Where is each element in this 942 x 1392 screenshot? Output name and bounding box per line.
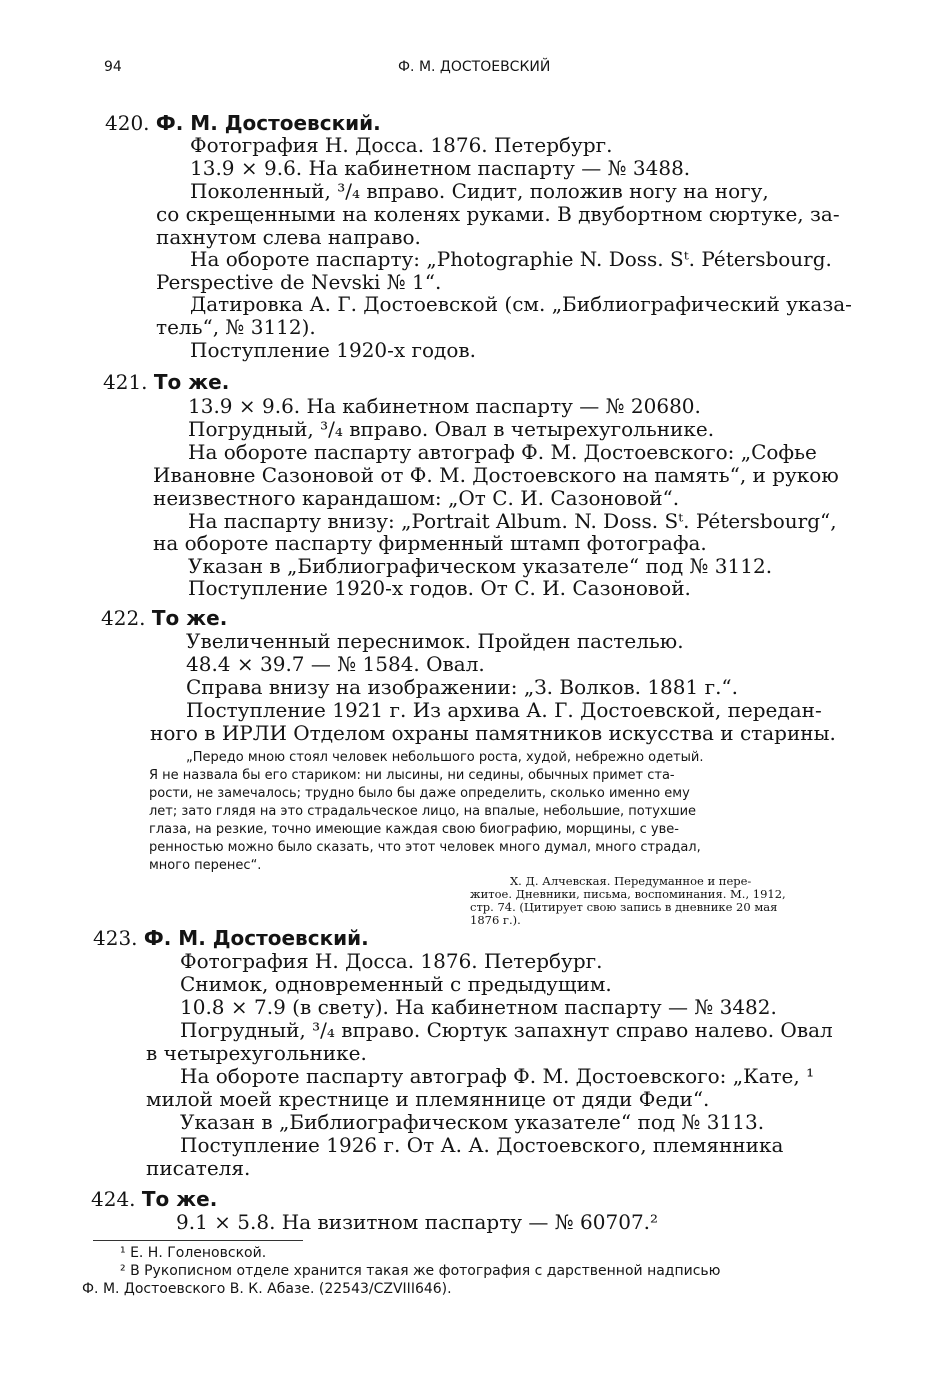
entry-text-line: писателя. [146,1156,251,1180]
entry-421-heading [103,370,229,394]
entry-text-line: ного в ИРЛИ Отделом охраны памятников искусства и старины. [150,721,836,745]
entry-text-line: Perspective de Nevski № 1“. [156,270,442,294]
entry-text-line: Ивановне Сазоновой от Ф. М. Достоевского на память“, и рукою [153,463,839,487]
entry-text-line: на обороте паспарту фирменный штамп фотографа. [153,531,707,555]
entry-text-line: 9.1 × 5.8. На визитном паспарту — № 60707.² [176,1210,659,1234]
entry-423-heading [93,926,369,950]
entry-text-line: На обороте паспарту: „Photographie N. Doss. Sᵗ. Pétersbourg. [190,247,832,271]
quote-source-line: стр. 74. (Цитирует свою запись в дневнике 20 мая [470,900,778,914]
entry-424-heading [91,1187,217,1211]
entry-text-line: 13.9 × 9.6. На кабинетном паспарту — № 3488. [190,156,691,180]
entry-text-line: со скрещенными на коленях руками. В двубортном сюртуке, за- [156,202,840,226]
entry-text-line: неизвестного карандашом: „От С. И. Сазоновой“. [153,486,680,510]
footnote-line: ¹ Е. Н. Голеновской. [120,1245,267,1261]
entry-text-line: Фотография Н. Досса. 1876. Петербург. [190,133,613,157]
entry-text-line: Снимок, одновременный с предыдущим. [180,972,612,996]
entry-number: 420. [105,111,150,135]
entry-text-line: Поступление 1921 г. Из архива А. Г. Достоевской, передан- [186,698,822,722]
entry-text-line: Поступление 1920-х годов. От С. И. Сазоновой. [188,576,691,600]
entry-422-heading [101,606,227,630]
entry-title: То же. [141,1187,218,1211]
quote-source-line: 1876 г.). [470,913,521,927]
entry-text-line: Увеличенный переснимок. Пройден пастелью. [186,629,684,653]
quote-source-line: Х. Д. Алчевская. Передуманное и пере- [510,874,752,888]
entry-text-line: милой моей крестнице и племяннице от дяди Феди“. [146,1087,710,1111]
entry-title: Ф. М. Достоевский. [143,926,369,950]
entry-text-line: На паспарту внизу: „Portrait Album. N. Doss. Sᵗ. Pétersbourg“, [188,509,837,533]
entry-text-line: Указан в „Библиографическом указателе“ под № 3112. [188,554,773,578]
entry-text-line: 13.9 × 9.6. На кабинетном паспарту — № 20680. [188,394,701,418]
entry-text-line: Справа внизу на изображении: „З. Волков. 1881 г.“. [186,675,739,699]
entry-text-line: Погрудный, ³/₄ вправо. Овал в четырехугольнике. [188,417,715,441]
entry-text-line: 10.8 × 7.9 (в свету). На кабинетном паспарту — № 3482. [180,995,777,1019]
entry-title: То же. [153,370,230,394]
entry-text-line: 48.4 × 39.7 — № 1584. Овал. [186,652,485,676]
entry-number: 421. [103,370,148,394]
quote-line: глаза, на резкие, точно имеющие каждая свою биографию, морщины, с уве- [149,822,679,837]
entry-text-line: Погрудный, ³/₄ вправо. Сюртук запахнут справо налево. Овал [180,1018,833,1042]
entry-text-line: Поколенный, ³/₄ вправо. Сидит, положив ногу на ногу, [190,179,769,203]
entry-text-line: Датировка А. Г. Достоевской (см. „Библиографический указа- [190,292,852,316]
entry-title: Ф. М. Достоевский. [155,111,381,135]
entry-number: 422. [101,606,146,630]
entry-text-line: пахнутом слева направо. [156,225,421,249]
entry-text-line: Указан в „Библиографическом указателе“ под № 3113. [180,1110,765,1134]
quote-line: много перенес“. [149,858,262,873]
quote-source-line: житое. Дневники, письма, воспоминания. М., 1912, [470,887,786,901]
page-number: 94 [104,59,122,75]
entry-text-line: тель“, № 3112). [156,315,316,339]
quote-line: „Передо мною стоял человек небольшого роста, худой, небрежно одетый. [186,750,704,765]
footnote-line: Ф. М. Достоевского В. К. Абазе. (22543/CZVIII646). [82,1281,452,1297]
entry-title: То же. [151,606,228,630]
entry-text-line: Поступление 1920-х годов. [190,338,477,362]
quote-line: рости, не замечалось; трудно было бы даже определить, сколько именно ему [149,786,690,801]
quote-line: лет; зато глядя на это страдальческое лицо, на впалые, небольшие, потухшие [149,804,697,819]
entry-number: 424. [91,1187,136,1211]
entry-text-line: Поступление 1926 г. От А. А. Достоевского, племянника [180,1133,784,1157]
footnote-line: ² В Рукописном отделе хранится такая же фотография с дарственной надписью [120,1263,721,1279]
footnote-rule [93,1240,303,1241]
entry-text-line: На обороте паспарту автограф Ф. М. Достоевского: „Софье [188,440,817,464]
running-title: Ф. М. ДОСТОЕВСКИЙ [398,59,551,75]
entry-text-line: На обороте паспарту автограф Ф. М. Достоевского: „Кате, ¹ [180,1064,815,1088]
entry-420-heading [105,111,381,135]
entry-text-line: Фотография Н. Досса. 1876. Петербург. [180,949,603,973]
entry-text-line: в четырехугольнике. [146,1041,367,1065]
quote-line: ренностью можно было сказать, что этот человек много думал, много страдал, [149,840,701,855]
entry-number: 423. [93,926,138,950]
quote-line: Я не назвала бы его стариком: ни лысины, ни седины, обычных примет ста- [149,768,675,783]
